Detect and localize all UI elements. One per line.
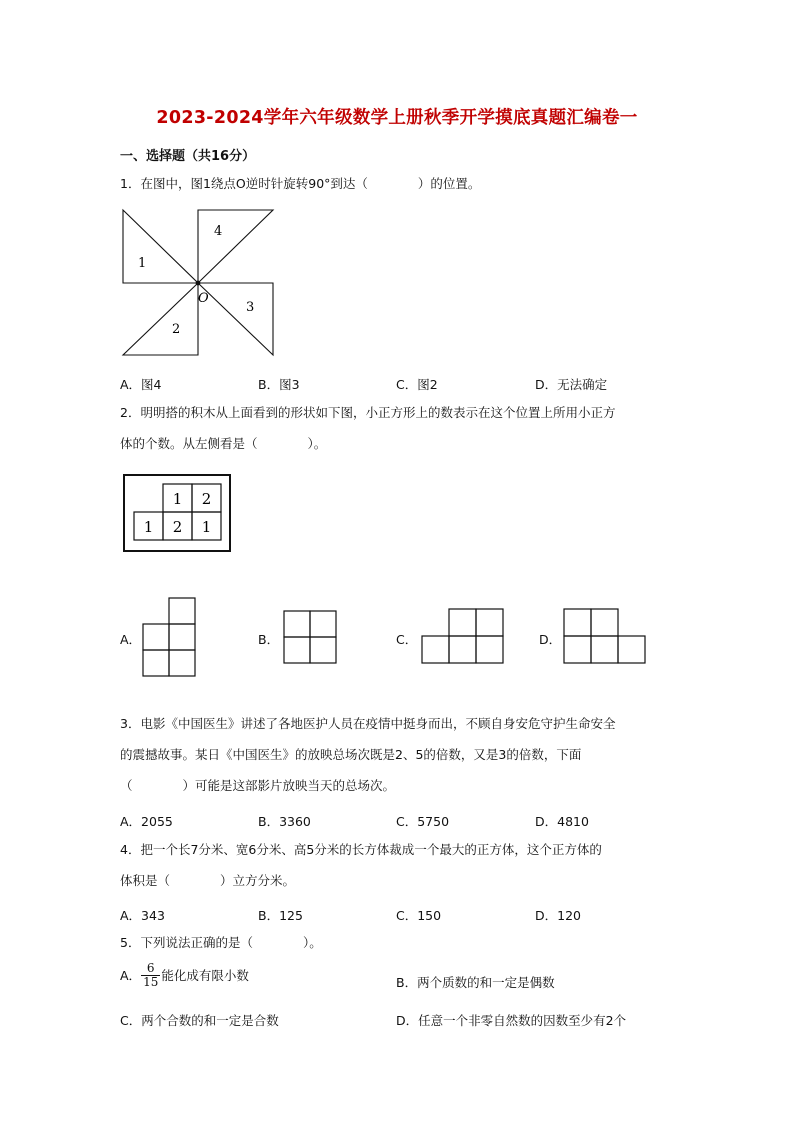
- q3-option-c: C．5750: [396, 814, 450, 829]
- grid-cell-bottom-2: 2: [172, 518, 183, 536]
- q5-option-d: D．任意一个非零自然数的因数至少有2个: [396, 1013, 627, 1028]
- q3-option-d: D．4810: [535, 814, 589, 829]
- triangle-2: [123, 283, 198, 355]
- question-2-stem-line1: 2．明明搭的积木从上面看到的形状如下图，小正方形上的数表示在这个位置上所用小正方: [120, 405, 616, 420]
- q3-option-b: B．3360: [258, 814, 311, 829]
- label-1: 1: [138, 256, 147, 271]
- grid-cell-bottom-3: 1: [201, 518, 212, 536]
- q4-option-a: A．343: [120, 908, 165, 923]
- question-5-stem: 5．下列说法正确的是（ ）。: [120, 935, 322, 950]
- q2-option-a-label: A．: [120, 632, 142, 647]
- q5-option-a-letter: A．: [120, 968, 142, 984]
- q3-option-a: A．2055: [120, 814, 173, 829]
- q2-option-d-figure: [563, 608, 647, 665]
- question-3-line1: 3．电影《中国医生》讲述了各地医护人员在疫情中挺身而出，不顾自身安危守护生命安全: [120, 716, 616, 731]
- question-3-line3: （ ）可能是这部影片放映当天的总场次。: [120, 778, 396, 793]
- question-4-line2: 体积是（ ）立方分米。: [120, 873, 296, 888]
- q2-option-d-label: D．: [539, 632, 562, 647]
- grid-cell-top-2: 2: [201, 490, 212, 508]
- fraction-6-15: [141, 962, 160, 988]
- grid-cell-top-1: 1: [172, 490, 183, 508]
- q2-option-b-figure: [283, 610, 339, 665]
- fraction-numerator: 6: [141, 962, 160, 976]
- fraction-denominator: 15: [143, 974, 159, 989]
- grid-cell-bottom-1: 1: [143, 518, 154, 536]
- q1-option-d: D．无法确定: [535, 377, 608, 392]
- q4-option-c: C．150: [396, 908, 442, 923]
- question-2-stem-line2: 体的个数。从左侧看是（ ）。: [120, 436, 327, 451]
- q4-option-b: B．125: [258, 908, 303, 923]
- q1-option-a: A．图4: [120, 377, 162, 392]
- q1-option-c: C．图2: [396, 377, 438, 392]
- label-3: 3: [246, 300, 255, 315]
- q5-option-c: C．两个合数的和一定是合数: [120, 1013, 279, 1028]
- page-title: 2023-2024学年六年级数学上册秋季开学摸底真题汇编卷一: [156, 108, 638, 128]
- triangle-4: [198, 210, 273, 283]
- label-o: O: [198, 291, 209, 306]
- section-heading: 一、选择题（共16分）: [120, 149, 256, 164]
- question-1-stem: 1．在图中，图1绕点O逆时针旋转90°到达（ ）的位置。: [120, 176, 481, 191]
- label-4: 4: [214, 224, 223, 239]
- q2-option-c-label: C．: [396, 632, 418, 647]
- q2-option-c-figure: [421, 608, 505, 665]
- label-2: 2: [172, 322, 181, 337]
- question-4-line1: 4．把一个长7分米、宽6分米、高5分米的长方体裁成一个最大的正方体，这个正方体的: [120, 842, 602, 857]
- q5-option-a-text: 能化成有限小数: [161, 968, 249, 984]
- triangle-1: [123, 210, 198, 283]
- q5-option-b: B．两个质数的和一定是偶数: [396, 975, 555, 990]
- q4-option-d: D．120: [535, 908, 581, 923]
- q2-option-b-label: B．: [258, 632, 280, 647]
- pinwheel-figure: [118, 205, 280, 360]
- center-point: [196, 281, 201, 286]
- q5-option-a: [120, 962, 249, 988]
- question-3-line2: 的震撼故事。某日《中国医生》的放映总场次既是2、5的倍数，又是3的倍数，下面: [120, 747, 582, 762]
- top-view-grid: [122, 473, 232, 553]
- q2-option-a-figure: [142, 597, 198, 677]
- triangle-3: [198, 283, 273, 355]
- q1-option-b: B．图3: [258, 377, 300, 392]
